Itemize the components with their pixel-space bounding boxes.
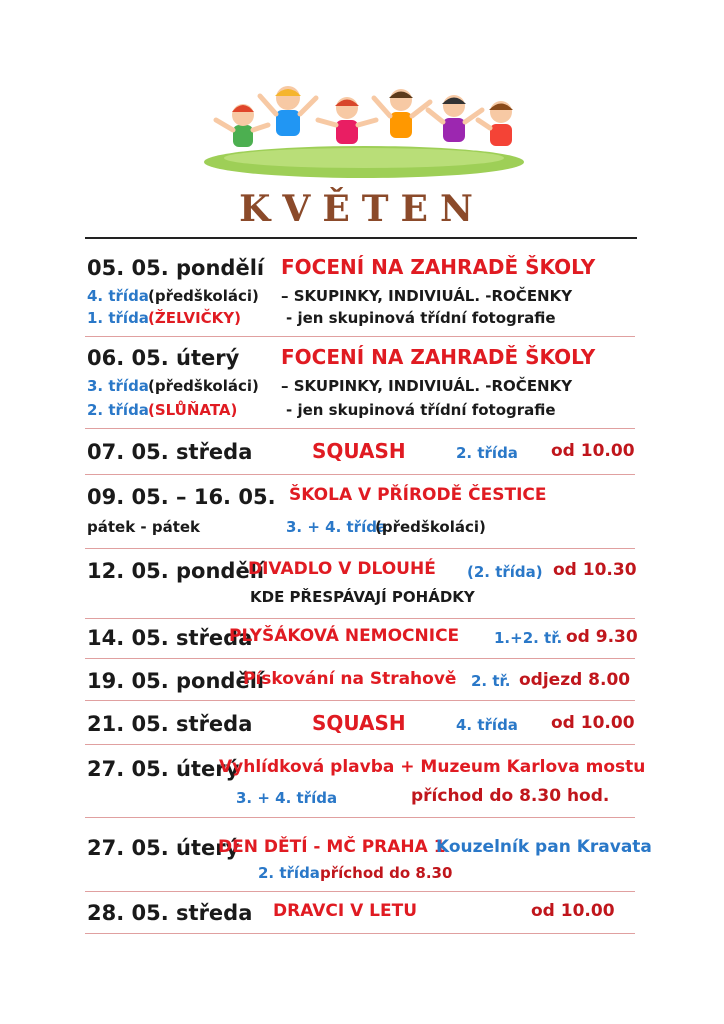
event-date: 19. 05. pondělí — [87, 669, 265, 693]
event-name: Pískování na Strahově — [243, 669, 457, 689]
event-date: 09. 05. – 16. 05. — [87, 485, 276, 509]
separator — [85, 744, 635, 745]
event-time: od 10.00 — [531, 901, 615, 921]
event-class: 3. + 4. třída — [236, 789, 338, 807]
separator — [85, 700, 635, 701]
event-subtitle: KDE PŘESPÁVAJÍ POHÁDKY — [250, 588, 475, 606]
event-class: 4. třída — [456, 716, 518, 734]
event-date: 06. 05. úterý — [87, 346, 240, 370]
title-underline — [85, 237, 637, 239]
event-date: 07. 05. středa — [87, 440, 253, 464]
event-note: (předškoláci) — [375, 518, 486, 536]
separator — [85, 891, 635, 892]
children-illustration — [198, 80, 530, 180]
event-extra: Kouzelník pan Kravata — [436, 837, 652, 857]
event-time: příchod do 8.30 — [320, 864, 453, 882]
event-detail: - jen skupinová třídní fotografie — [286, 309, 556, 327]
event-class: 3. třída — [87, 377, 149, 395]
event-date: 21. 05. středa — [87, 712, 253, 736]
event-class: 2. třída — [456, 444, 518, 462]
event-class: 2. třída — [258, 864, 320, 882]
separator — [85, 336, 635, 337]
separator — [85, 618, 635, 619]
event-name: FOCENÍ NA ZAHRADĚ ŠKOLY — [281, 255, 596, 279]
event-time: od 9.30 — [566, 627, 638, 647]
event-name: DIVADLO V DLOUHÉ — [248, 559, 436, 579]
event-date: 14. 05. středa — [87, 626, 253, 650]
event-name: ŠKOLA V PŘÍRODĚ ČESTICE — [289, 485, 547, 505]
event-class: 4. třída — [87, 287, 149, 305]
event-name: FOCENÍ NA ZAHRADĚ ŠKOLY — [281, 345, 596, 369]
event-date: 12. 05. pondělí — [87, 559, 265, 583]
event-subtitle: pátek - pátek — [87, 518, 201, 536]
event-name: DRAVCI V LETU — [273, 901, 418, 921]
event-name: Vyhlídková plavba + Muzeum Karlova mostu — [219, 757, 646, 777]
separator — [85, 474, 635, 475]
event-class: 1.+2. tř. — [494, 629, 563, 647]
separator — [85, 817, 635, 818]
event-date: 27. 05. úterý — [87, 757, 240, 781]
event-time: od 10.00 — [551, 441, 635, 461]
page-title: KVĚTEN — [239, 188, 485, 230]
event-note: (předškoláci) — [148, 287, 259, 305]
event-class: 3. + 4. třída — [286, 518, 388, 536]
event-name: SQUASH — [312, 711, 406, 735]
event-group: (SLŮŇATA) — [148, 401, 238, 419]
event-name: PLYŠÁKOVÁ NEMOCNICE — [229, 626, 460, 646]
event-time: příchod do 8.30 hod. — [411, 786, 610, 806]
separator — [85, 933, 635, 934]
event-class: 1. třída — [87, 309, 149, 327]
event-class: (2. třída) — [467, 563, 543, 581]
event-group: (ŽELVIČKY) — [148, 309, 242, 327]
event-detail: – SKUPINKY, INDIVIUÁL. -ROČENKY — [281, 377, 573, 395]
event-time: od 10.30 — [553, 560, 637, 580]
event-time: odjezd 8.00 — [519, 670, 631, 690]
event-class: 2. třída — [87, 401, 149, 419]
separator — [85, 548, 635, 549]
event-date: 28. 05. středa — [87, 901, 253, 925]
separator — [85, 658, 635, 659]
event-date: 05. 05. pondělí — [87, 256, 265, 280]
event-detail: - jen skupinová třídní fotografie — [286, 401, 556, 419]
event-date: 27. 05. úterý — [87, 836, 240, 860]
event-note: (předškoláci) — [148, 377, 259, 395]
event-name: SQUASH — [312, 439, 406, 463]
event-time: od 10.00 — [551, 713, 635, 733]
event-name: DEN DĚTÍ - MČ PRAHA 1 — [218, 837, 446, 857]
event-class: 2. tř. — [471, 672, 511, 690]
separator — [85, 428, 635, 429]
event-detail: – SKUPINKY, INDIVIUÁL. -ROČENKY — [281, 287, 573, 305]
